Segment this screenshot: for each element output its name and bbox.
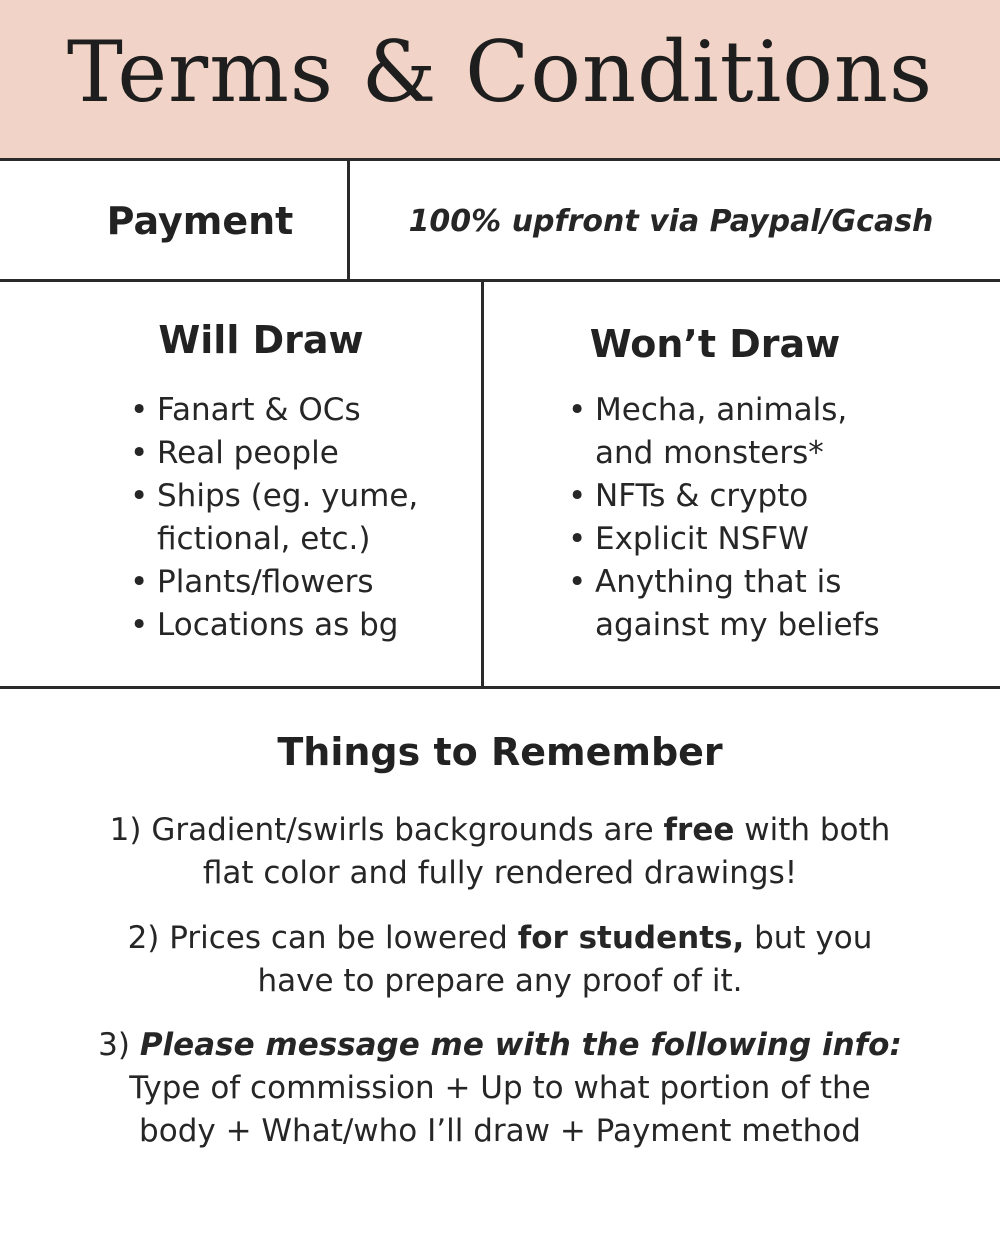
list-item-text: Plants/flowers (157, 564, 374, 600)
bullet-icon: • (130, 435, 149, 471)
list-item-text: Mecha, animals, (595, 392, 848, 428)
bullet-icon: • (130, 564, 149, 600)
list-item (130, 432, 418, 475)
remember-item-2-text: 2) Prices can be lowered (127, 920, 518, 956)
divider-top (0, 158, 1000, 161)
list-item-text: Anything that is (595, 564, 842, 600)
list-item-text: and monsters* (595, 435, 824, 471)
list-item-text: NFTs & crypto (595, 478, 809, 514)
remember-item-3-text: Type of commission + Up to what portion of the (129, 1070, 871, 1106)
payment-value: 100% upfront via Paypal/Gcash (408, 203, 934, 239)
list-item-text: Explicit NSFW (595, 521, 809, 557)
list-item-text: Locations as bg (157, 607, 399, 643)
remember-item-3-text: body + What/who I’ll draw + Payment method (139, 1113, 861, 1149)
list-item-text: against my beliefs (595, 607, 880, 643)
list-item-text: Fanart & OCs (157, 392, 361, 428)
will-draw-list (130, 389, 419, 647)
list-item (130, 475, 419, 561)
payment-label: Payment (106, 199, 294, 243)
remember-item-2-bold: for students, (517, 920, 745, 956)
list-item-text: Ships (eg. yume, (157, 478, 419, 514)
remember-item-1-text: flat color and fully rendered drawings! (202, 855, 798, 891)
remember-item-3-text: 3) (98, 1027, 140, 1063)
list-item-text: fictional, etc.) (157, 521, 371, 557)
remember-item-2-text: have to prepare any proof of it. (257, 963, 743, 999)
wont-draw-heading: Won’t Draw (589, 322, 841, 366)
remember-item-3 (50, 1024, 950, 1153)
bullet-icon: • (568, 392, 587, 428)
list-item (568, 518, 880, 561)
list-item (130, 389, 418, 432)
remember-item-3-emphasis: Please message me with the following info: (139, 1027, 902, 1063)
remember-item-1-text: with both (734, 812, 891, 848)
divider-lists (0, 686, 1000, 689)
list-item (568, 561, 880, 647)
list-item (568, 475, 880, 518)
page-title: Terms & Conditions (66, 23, 934, 121)
remember-item-2 (50, 917, 950, 1003)
bullet-icon: • (130, 392, 149, 428)
list-item (130, 561, 418, 604)
bullet-icon: • (568, 521, 587, 557)
list-item-text: Real people (157, 435, 339, 471)
remember-item-1 (50, 809, 950, 895)
bullet-icon: • (568, 564, 587, 600)
list-item (568, 389, 880, 475)
bullet-icon: • (130, 607, 149, 643)
bullet-icon: • (130, 478, 149, 514)
remember-heading: Things to Remember (277, 730, 723, 774)
list-item (130, 604, 418, 647)
remember-item-2-text: but you (744, 920, 873, 956)
remember-item-1-bold: free (663, 812, 735, 848)
bullet-icon: • (568, 478, 587, 514)
header-banner (0, 0, 1000, 160)
wont-draw-list (568, 389, 880, 647)
will-draw-heading: Will Draw (158, 318, 364, 362)
remember-item-1-text: 1) Gradient/swirls backgrounds are (109, 812, 664, 848)
